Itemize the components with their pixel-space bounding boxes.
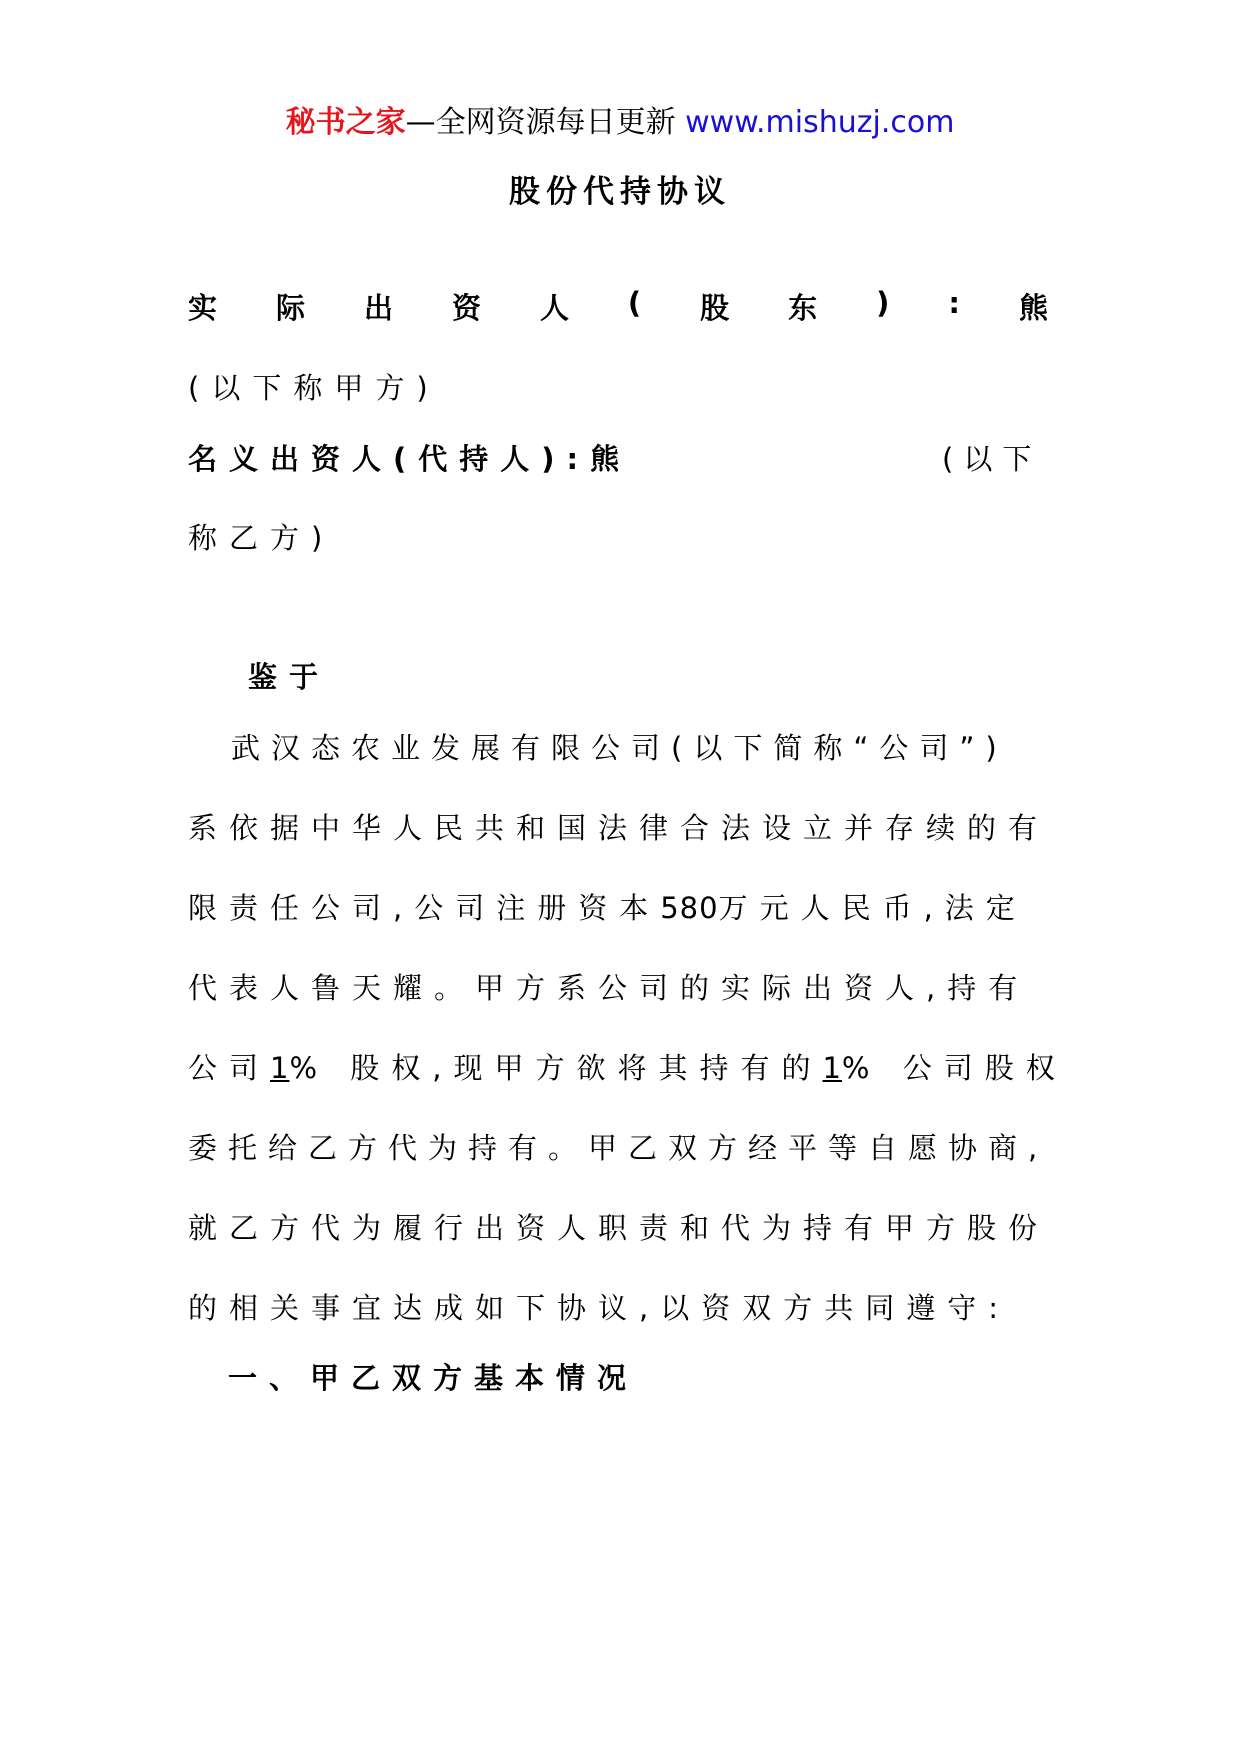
recital-heading: 鉴于 — [248, 660, 331, 694]
party-b-suffix: 称乙方) — [188, 521, 335, 555]
site-url-link[interactable]: www.mishuzj.com — [685, 105, 955, 140]
recital-line-3-pre: 限责任公司,公司注册资本 — [188, 891, 661, 925]
party-a-char: 东 — [788, 291, 818, 325]
party-a-char: 实 — [188, 291, 218, 325]
party-a-char: 出 — [363, 291, 393, 325]
registered-capital: 580 — [660, 891, 719, 925]
party-a-suffix: (以下称甲方) — [188, 371, 440, 405]
party-a-char: ) — [876, 286, 890, 320]
party-a-char: 熊 — [1018, 291, 1048, 325]
party-b-label: 名义出资人(代持人):熊 — [188, 442, 632, 476]
header-tagline: —全网资源每日更新 — [405, 105, 686, 140]
recital-line-5 — [188, 1046, 1067, 1087]
recital-line-5-mid: % 股权,现甲方欲将其持有的 — [289, 1051, 823, 1085]
share-percent-2: 1 — [822, 1051, 842, 1085]
party-a-char: : — [948, 286, 960, 320]
party-a-char: 际 — [275, 291, 305, 325]
party-a-char: 资 — [451, 291, 481, 325]
party-a-line — [188, 286, 1048, 327]
recital-line-8: 的相关事宜达成如下协议,以资双方共同遵守: — [188, 1291, 1010, 1325]
document-title: 股份代持协议 — [509, 174, 731, 210]
recital-line-5-post: % 公司股权 — [841, 1051, 1067, 1085]
recital-line-1: 武汉态农业发展有限公司(以下简称“公司”) — [231, 731, 1008, 765]
section-1-heading: 一、甲乙双方基本情况 — [228, 1361, 639, 1395]
recital-line-6: 委托给乙方代为持有。甲乙双方经平等自愿协商, — [188, 1131, 1049, 1165]
recital-line-7: 就乙方代为履行出资人职责和代为持有甲方股份 — [188, 1211, 1050, 1245]
brand-name: 秘书之家 — [285, 105, 406, 140]
recital-line-4: 代表人鲁天耀。甲方系公司的实际出资人,持有 — [188, 971, 1030, 1005]
party-b-right: (以下 — [942, 442, 1042, 476]
party-a-char: ( — [627, 286, 642, 320]
share-percent-1: 1 — [270, 1051, 290, 1085]
recital-line-5-pre: 公司 — [188, 1051, 271, 1085]
party-a-char: 人 — [539, 291, 569, 325]
site-header — [0, 102, 1240, 144]
party-a-char: 股 — [700, 291, 730, 325]
recital-line-3-post: 万元人民币,法定 — [718, 891, 1027, 925]
recital-line-3 — [188, 886, 1027, 927]
recital-line-2: 系依据中华人民共和国法律合法设立并存续的有 — [188, 811, 1050, 845]
